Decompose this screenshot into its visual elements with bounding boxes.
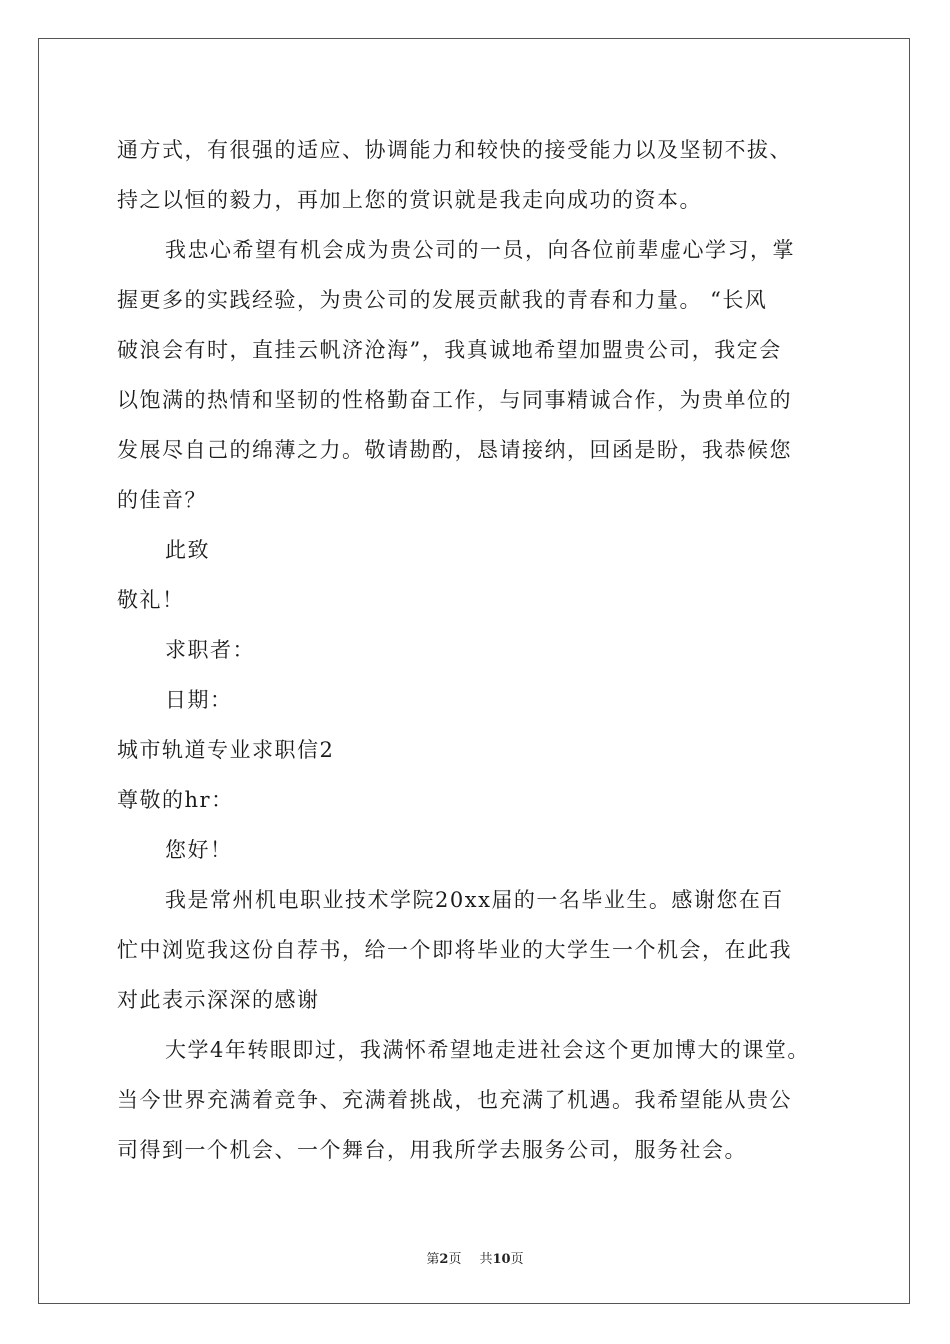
text-line: 发展尽自己的绵薄之力。敬请勘酌，恳请接纳，回函是盼，我恭候您 — [117, 438, 792, 462]
text-line: 我是常州机电职业技术学院20xx届的一名毕业生。感谢您在百 — [165, 888, 784, 912]
text-line: 大学4年转眼即过，我满怀希望地走进社会这个更加博大的课堂。 — [165, 1038, 810, 1062]
salutation-closing: 此致 — [165, 538, 210, 562]
applicant-label: 求职者： — [165, 638, 255, 662]
total-suffix: 页 — [510, 1252, 524, 1267]
text-line: 对此表示深深的感谢 — [117, 988, 320, 1012]
salutation-regards: 敬礼！ — [117, 588, 185, 612]
page-suffix: 页 — [448, 1252, 462, 1267]
document-body — [117, 125, 847, 1175]
total-prefix: 共 — [479, 1252, 493, 1267]
text-line: 破浪会有时，直挂云帆济沧海”，我真诚地希望加盟贵公司，我定会 — [117, 338, 782, 362]
text-line: 持之以恒的毅力，再加上您的赏识就是我走向成功的资本。 — [117, 188, 702, 212]
text-line: 以饱满的热情和坚韧的性格勤奋工作，与同事精诚合作，为贵单位的 — [117, 388, 792, 412]
greeting-recipient: 尊敬的hr： — [117, 788, 234, 812]
greeting: 您好！ — [165, 838, 233, 862]
page-number: 2 — [439, 1252, 449, 1267]
text-line: 当今世界充满着竞争、充满着挑战，也充满了机遇。我希望能从贵公 — [117, 1088, 792, 1112]
page-prefix: 第 — [426, 1252, 440, 1267]
text-line: 司得到一个机会、一个舞台，用我所学去服务公司，服务社会。 — [117, 1138, 747, 1162]
text-line: 忙中浏览我这份自荐书，给一个即将毕业的大学生一个机会，在此我 — [117, 938, 792, 962]
page-footer — [0, 1248, 950, 1267]
text-line: 的佳音？ — [117, 488, 207, 512]
text-line: 握更多的实践经验，为贵公司的发展贡献我的青春和力量。 “长风 — [117, 288, 768, 312]
text-line: 我忠心希望有机会成为贵公司的一员，向各位前辈虚心学习，掌 — [165, 238, 795, 262]
text-line: 通方式，有很强的适应、协调能力和较快的接受能力以及坚韧不拔、 — [117, 138, 792, 162]
total-pages: 10 — [492, 1252, 511, 1267]
date-label: 日期： — [165, 688, 233, 712]
section-title: 城市轨道专业求职信2 — [117, 738, 335, 762]
